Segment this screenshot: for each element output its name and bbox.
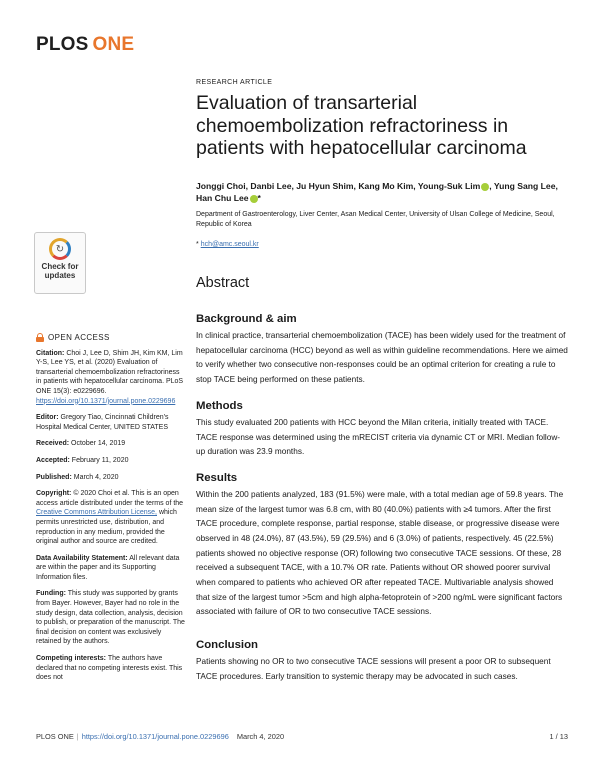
editor-label: Editor: [36, 414, 59, 422]
conclusion-heading: Conclusion [196, 639, 259, 651]
citation-text: Choi J, Lee D, Shim JH, Kim KM, Lim Y-S, Lee YS, et al. (2020) Evaluation of transarterial chemoembolization refractoriness in patients with hepatocellular carcinoma. PLoS ONE 15(3): e0229696. [36, 349, 184, 395]
check-updates-label-1: Check for [41, 262, 79, 271]
footer-separator: | [76, 732, 79, 741]
copyright-block [36, 489, 186, 547]
logo-plos: PLOS [36, 34, 89, 55]
competing-interests-text: The authors have declared that no competing interests exist. This does not [36, 655, 183, 682]
results-text: Within the 200 patients analyzed, 183 (91.5%) were male, with a total median age of 59.8 years. The mean size of the largest tumor was 6.8 cm, with 80 (40.0%) patients with ≥4 tumors. After the first TACE procedure, complete response, partial response, stable disease, or progressive disease were observed in 48 (24.0%), 87 (43.5%), 59 (29.5%) and 6 (3.0%) of patients, respectively. 45 (22.5%) patients showed no objective response (OR) following two consecutive TACE sessions. Of these, 28 received a subsequent TACE, with a 10.7% OR rate. Patients without OR showed poorer survival when compared to patients who achieved OR after repeated TACE. Multivariable analysis showed that size of the largest tumor >5cm and high alpha-fetoprotein of >200 ng/mL were significant factors associated with failure of OR to two consecutive TACE sessions. [196, 490, 564, 617]
published-label: Published: [36, 473, 72, 481]
authors-line-1b: , Yung Sang Lee, [489, 181, 558, 191]
license-link[interactable]: Creative Commons Attribution License, [36, 509, 157, 517]
corr-star: * [196, 241, 199, 248]
citation-doi-link[interactable]: https://doi.org/10.1371/journal.pone.0229696 [36, 397, 176, 405]
article-metadata [36, 333, 186, 690]
received-label: Received: [36, 440, 70, 448]
abstract-heading: Abstract [196, 275, 250, 291]
methods-text: This study evaluated 200 patients with HCC beyond the Milan criteria, initially treated with TACE. TACE response was determined using the mRECIST criteria via dynamic CT or MRI. Median follow-up duration was 23.9 months. [196, 418, 561, 457]
open-access-label: OPEN ACCESS [48, 333, 110, 342]
methods-heading: Methods [196, 400, 243, 412]
corresponding-email-line [196, 241, 259, 248]
accepted-block [36, 456, 186, 466]
editor-text: Gregory Tiao, Cincinnati Children's Hospital Medical Center, UNITED STATES [36, 414, 169, 431]
footer-doi-link[interactable]: https://doi.org/10.1371/journal.pone.0229696 [81, 732, 229, 741]
logo-one: ONE [92, 34, 135, 55]
footer-date: March 4, 2020 [236, 732, 285, 741]
competing-interests-block [36, 654, 186, 683]
corresponding-star: * [257, 193, 261, 204]
author-list [196, 180, 568, 204]
received-block [36, 439, 186, 449]
accepted-label: Accepted: [36, 456, 70, 464]
funding-block [36, 589, 186, 647]
article-type: RESEARCH ARTICLE [196, 79, 273, 86]
page-number: 1 / 13 [549, 732, 568, 741]
copyright-label: Copyright: [36, 490, 72, 498]
background-text: In clinical practice, transarterial chemoembolization (TACE) has been widely used for the treatment of hepatocellular carcinoma (HCC) beyond as well as within guideline recommendations. Here we aimed to verify whether two consecutive non-responses could be an optimal criterion for creating a rule to stop TACE being performed on these patients. [196, 331, 568, 384]
published-block [36, 473, 186, 483]
citation-label: Citation: [36, 349, 65, 357]
check-updates-label-2: updates [44, 271, 76, 280]
data-availability-text: All relevant data are within the paper and its Supporting Information files. [36, 554, 180, 581]
accepted-date: February 11, 2020 [71, 456, 129, 464]
corresponding-email-link[interactable]: hch@amc.seoul.kr [200, 241, 259, 248]
data-availability-block [36, 554, 186, 583]
conclusion-text: Patients showing no OR to two consecutive TACE sessions will present a poor OR to subsequent TACE procedures. Early transition to systemic therapy may be advocated in such cases. [196, 657, 551, 681]
data-availability-label: Data Availability Statement: [36, 554, 128, 562]
authors-line-1: Jonggi Choi, Danbi Lee, Ju Hyun Shim, Kang Mo Kim, Young-Suk Lim [196, 181, 481, 191]
journal-logo [36, 34, 134, 56]
authors-line-2: Han Chu Lee [196, 193, 249, 204]
published-date: March 4, 2020 [73, 473, 119, 481]
affiliation: Department of Gastroenterology, Liver Center, Asan Medical Center, University of Ulsan College of Medicine, Seoul, Republic of Korea [196, 211, 555, 229]
background-heading: Background & aim [196, 313, 297, 325]
copyright-text-1: © 2020 Choi et al. This is an open access article distributed under the terms of the [36, 490, 184, 507]
refresh-icon: ↻ [49, 238, 71, 260]
competing-interests-label: Competing interests: [36, 655, 107, 663]
page-footer [36, 732, 568, 741]
copyright-text-2: which permits unrestricted use, distribution, and reproduction in any medium, provided the original author and source are credited. [36, 509, 177, 546]
footer-journal: PLOS ONE [36, 732, 74, 741]
open-access-badge [36, 333, 186, 343]
funding-label: Funding: [36, 590, 66, 598]
funding-text: This study was supported by grants from Bayer. However, Bayer had no role in the study design, data collection, analysis, decision to publish, or preparation of the manuscript. The final decision on content was exclusively retained by the authors. [36, 590, 185, 646]
orcid-icon[interactable] [250, 195, 258, 203]
open-lock-icon [36, 333, 44, 342]
results-heading: Results [196, 472, 238, 484]
editor-block [36, 413, 186, 432]
check-for-updates-badge[interactable] [34, 232, 86, 294]
article-title: Evaluation of transarterial chemoembolization refractoriness in patients with hepatocellular carcinoma [196, 92, 527, 160]
received-date: October 14, 2019 [71, 440, 126, 448]
citation-block [36, 349, 186, 407]
